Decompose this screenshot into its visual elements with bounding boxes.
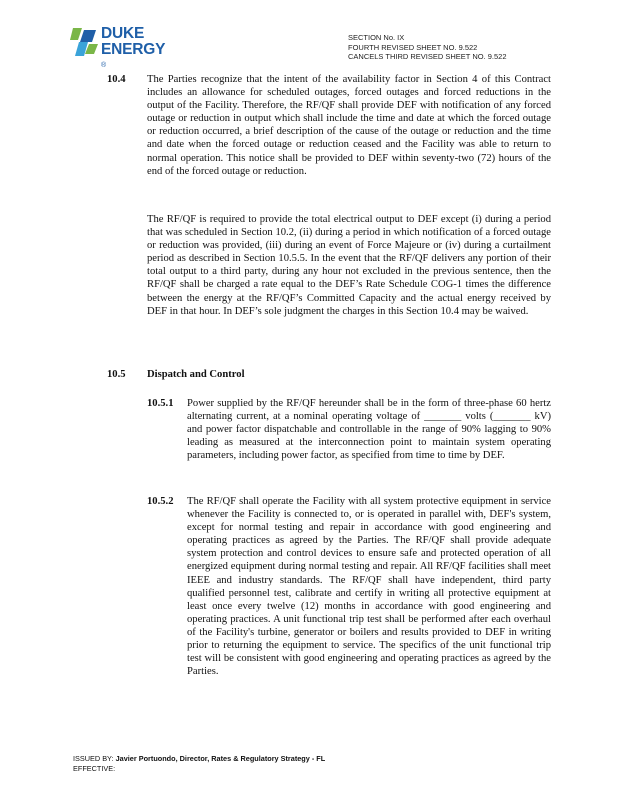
issued-by-label: ISSUED BY: [73,754,114,763]
section-10-5-title: Dispatch and Control [147,369,245,380]
logo-line-1: DUKE [101,25,145,42]
section-10-5-1-text: Power supplied by the RF/QF hereunder shall be in the form of three-phase 60 hertz alternating current, at a nominal operating voltage of _______ volts (_______ kV) and power factor dispatchable and controllable in the range of 90% lagging to 90% leading as measured at the interconnection point to maintain system operating parameters, including power factor, as specified from time to time by DEF. [187,398,551,462]
logo-wordmark [101,26,165,74]
section-10-5-2-number: 10.5.2 [147,496,174,507]
issued-by-name: Javier Portuondo, Director, Rates & Regulatory Strategy - FL [115,754,326,763]
revised-sheet: FOURTH REVISED SHEET NO. 9.522 [348,42,478,52]
section-10-4-paragraph-2: The RF/QF is required to provide the total electrical output to DEF except (i) during a period that was scheduled in Section 10.2, (ii) during a period in which notification of a forced outage or reduction was provided, (iii) during an event of Force Majeure or (iv) during a curtailment period as described in Section 10.5.5. In the event that the RF/QF delivers any portion of their total output to a third party, during any hour not excluded in the previous sentence, then the RF/QF shall be charged a rate equal to the DEF’s Rate Schedule COG-1 times the difference between the energy at the RF/QF’s Committed Capacity and the actual energy received by DEF in that hour. In DEF’s sole judgment the charges in this Section 10.4 may be waived. [147,214,551,317]
logo-line-2: ENERGY [101,41,166,58]
section-10-5-number: 10.5 [107,369,126,380]
registered-mark: ® [101,62,106,69]
section-10-4-number: 10.4 [107,74,126,85]
section-10-5-2-text: The RF/QF shall operate the Facility with all system protective equipment in service whenever the Facility is connected to, or is operated in parallel with, DEF's system, except for normal testing and repair in accordance with good engineering and operating practices as agreed by the Parties. The RF/QF shall provide adequate system protection and control devices to ensure safe and protected operation of all energized equipment during normal testing and repair. All RF/QF facilities shall meet IEEE and industry standards. The RF/QF shall have independent, third party qualified personnel test, calibrate and certify in writing all protective equipment at least once every twelve (12) months in accordance with good engineering and operating practices. A unit functional trip test shall be performed after each overhaul of the Facility's turbine, generator or boilers and results provided to DEF in writing prior to returning the equipment to service. The specifics of the unit functional trip test will be consistent with good engineering and operating practices as agreed by the Parties. [187,496,551,678]
duke-energy-mark-icon [70,26,100,58]
duke-energy-logo [70,24,180,68]
section-10-4-paragraph-1: The Parties recognize that the intent of the availability factor in Section 4 of this Contract includes an allowance for scheduled outages, forced outages and forced reductions in the output of the Facility. Therefore, the RF/QF shall provide DEF with notification of any forced outage or reduction in output which shall include the time and date at which the forced outage or reduction occurred, a brief description of the cause of the outage or reduction and the time and date when the forced outage or reduction ceased and the Facility was able to return to normal operation. This notice shall be provided to DEF within seventy-two (72) hours of the end of the forced outage or reduction. [147,74,551,177]
footer [73,754,325,773]
sheet-header [348,33,507,62]
section-10-5-1-number: 10.5.1 [147,398,174,409]
cancels-sheet: CANCELS THIRD REVISED SHEET NO. 9.522 [348,52,507,62]
effective-label: EFFECTIVE: [73,763,116,773]
section-number: SECTION No. IX [348,33,405,42]
